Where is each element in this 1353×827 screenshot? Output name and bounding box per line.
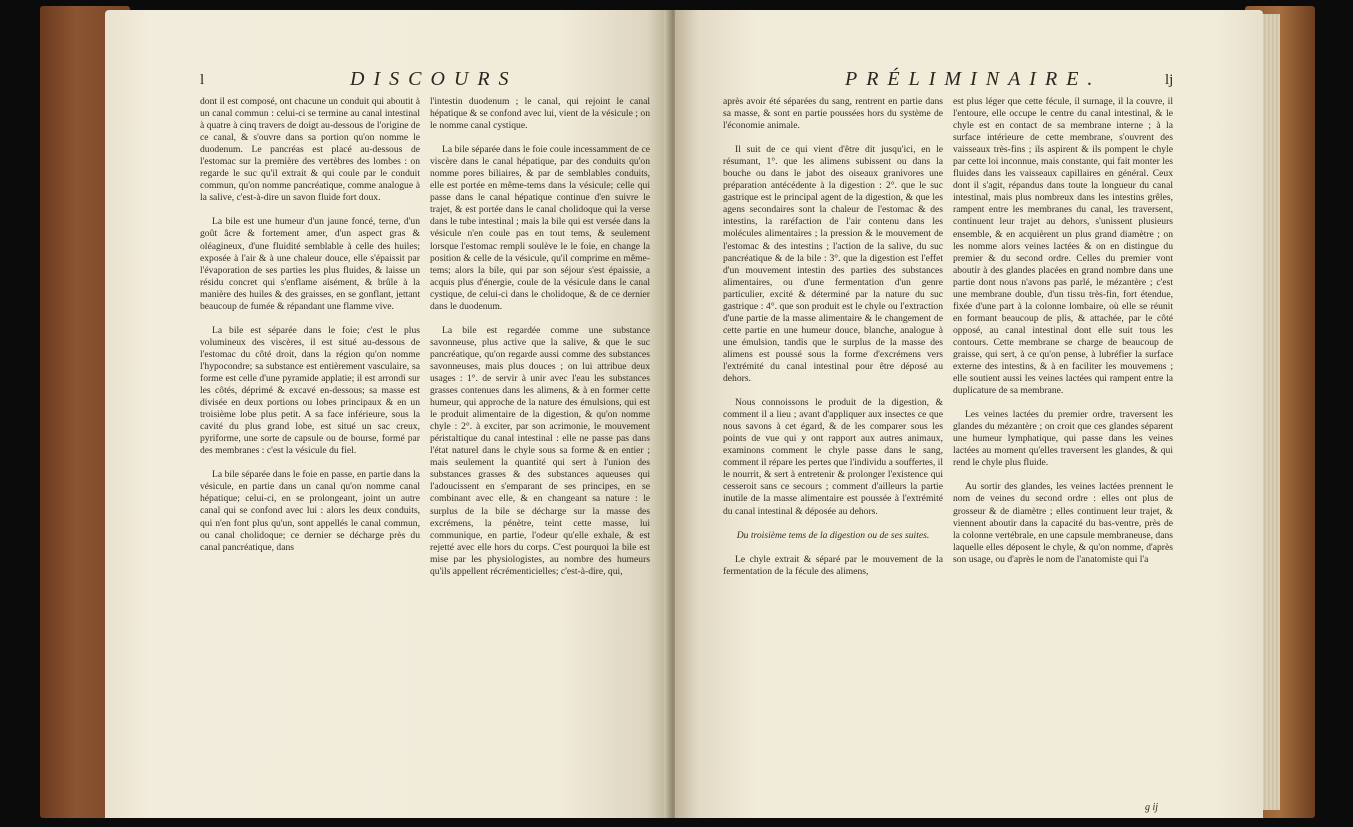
paragraph: dont il est composé, ont chacune un conduit qui aboutit à un canal commun : celui-ci se termine au canal intestinal à quatre à cinq travers de doigt au-dessous de l'origine de ce canal, & s'ouvre dans sa portion qu'on nomme le duodenum. Le pancréas est placé au-dessous de l'estomac sur la première des vertèbres des lombes : on regarde le suc qu'il extrait & qui coule par le conduit commun, qu'on nomme pancréatique, comme analogue à la salive, c'est-à-dire un savon fluide fort doux. xyxy=(200,96,420,204)
page-number: l xyxy=(200,72,205,88)
section-heading: Du troisième tems de la digestion ou de ses suites. xyxy=(736,529,930,541)
paragraph: Il suit de ce qui vient d'être dit jusqu'ici, en le résumant, 1°. que les alimens subissent ou dans la bouche ou dans le jabot des oiseaux granivores une préparation antécédente à la digestion : 2°. que le suc gastrique est le principal agent de la digestion, & que les agens secondaires sont la chaleur de l'estomac & des intestins, la raréfaction de l'air contenu dans les molécules alimentaires ; la pression & le mouvement de l'estomac & des intestins ; l'action de la salive, du suc pancréatique & de la bile : 3°. que la digestion est l'effet d'un mouvement intestin des parties des substances alimentaires, ou d'une fermentation d'un genre particulier, excité & déterminé par la nature du suc gastrique : 4°. que son produit est le chyle ou l'extraction d'une partie de la masse alimentaire & le changement de cette partie en une humeur douce, blanche, analogue à une émulsion, tandis que le surplus de la masse des alimens est poussé sous la forme d'excrémens vers l'extrémité du canal intestinal pour être déposé au dehors. xyxy=(723,144,943,385)
text-column-2 xyxy=(953,96,1173,578)
text-column-1 xyxy=(723,96,943,590)
paragraph: Les veines lactées du premier ordre, traversent les glandes du mézantère ; on croit que ces glandes séparent une humeur lymphatique, qui passe dans les veines lactées au moment qu'elles traversent les glandes, & qui rend le chyle plus fluide. xyxy=(953,409,1173,469)
paragraph: Le chyle extrait & séparé par le mouvement de la fermentation de la fécule des alimens, xyxy=(723,553,943,577)
running-head: DISCOURS xyxy=(350,68,518,90)
paragraph: est plus léger que cette fécule, il surnage, il la couvre, il l'entoure, elle occupe le centre du canal intestinal, & le chyle est en contact de sa membrane interne ; à la surface intérieure de cette membrane, s'ouvrent des vaisseaux très-fins ; ils aspirent & ils pompent le chyle par cette loi inconnue, mais constante, qui fait monter les fluides dans les vaisseaux capillaires en général. Ceux dont il s'agit, répandus dans toute la longueur du canal intestinal, mais plus nombreux dans les intestins grêles, rampent entre les membranes du canal, les traversent, continuent leur trajet au dehors, s'unissent plusieurs ensemble, & en acquièrent un plus grand diamètre ; on les nomme alors veines lactées & on en distingue du premier & du second ordre. Celles du premier vont aboutir à des glandes placées en grand nombre dans une partie dont nous n'avons pas parlé, le mézantère ; c'est une membrane double, d'un tissu très-fin, fort étendue, fixée d'une part à la colonne lombaire, où elle se réunit en formant beaucoup de plis, & attachée, par le côté opposé, au canal intestinal dont elle suit tous les contours. Cette membrane se charge de beaucoup de graisse, qui sert, à ce qu'on pense, à lubréfier la surface externe des intestins, & à en faciliter les mouvemens ; elle soutient aussi les veines lactées qui rampent entre la duplicature de sa membrane. xyxy=(953,96,1173,397)
text-column-2 xyxy=(430,96,650,590)
text-column-1 xyxy=(200,96,420,566)
signature-mark: g ij xyxy=(1145,802,1159,813)
paragraph: après avoir été séparées du sang, rentrent en partie dans sa masse, & sont en partie poussées hors du système de l'économie animale. xyxy=(723,96,943,132)
paragraph: l'intestin duodenum ; le canal, qui rejoint le canal hépatique & se confond avec lui, vient de la vésicule ; on le nomme canal cystique. xyxy=(430,96,650,132)
running-head: PRÉLIMINAIRE. xyxy=(845,68,1102,90)
page-number: lj xyxy=(1165,72,1174,88)
left-page xyxy=(105,10,670,818)
paragraph: La bile est regardée comme une substance savonneuse, plus active que la salive, & que le suc pancréatique, qu'on regarde aussi comme des substances savonneuses, mais plus douces ; on lui attribue deux usages : 1°. de servir à unir avec l'eau les substances grasses contenues dans les alimens, & à en former cette humeur, qui approche de la nature des émulsions, qui est le produit alimentaire de la digestion, & qu'on nomme chyle : 2°. à exciter, par son acrimonie, le mouvement péristaltique du canal intestinal : elle ne passe pas dans l'état naturel dans le chyle sous sa forme & en entier ; mais seulement la quantité qui sert à l'union des substances grasses & des substances aqueuses qui l'adoucissent en s'emparant de ses principes, en se combinant avec elle, & en changeant sa nature : le surplus de la bile se décharge sur la masse des excrémens, la pénètre, teint cette masse, lui communique, en partie, l'odeur qu'elle exhale, & est rejetté avec elle hors du corps. C'est pourquoi la bile est mise par les physiologistes, au nombre des humeurs qu'ils appellent récrémenticielles; c'est-à-dire, qui, xyxy=(430,324,650,577)
paragraph: La bile est séparée dans le foie; c'est le plus volumineux des viscères, il est situé au-dessous de l'estomac du côté droit, dans la région qu'on nomme l'hypocondre; sa substance est entièrement vasculaire, sa forme est celle d'une pyramide applatie; il est arrondi sur les côtés, déprimé & excavé en-dessous; sa masse est divisée en deux portions ou lobes principaux & en un troisième lobe plus petit. A sa face inférieure, sous la cavité du plus grand lobe, est situé un sac creux, pyriforme, une sorte de capsule ou de bourse, formé par des membranes : c'est la vésicule du fiel. xyxy=(200,324,420,457)
paragraph: Nous connoissons le produit de la digestion, & comment il a lieu ; avant d'appliquer aux insectes ce que nous savons à cet égard, & de les comparer sous les points de vue qui y ont rapport aux autres animaux, examinons comment le chyle passe dans le sang, comment il répare les pertes que l'individu a souffertes, il le nourrit, & sert à entretenir & prolonger l'existence qui cesseroit sans ce secours ; comment d'ailleurs la partie inutile de la masse alimentaire est poussée à l'extrémité du canal intestinal & déposée au dehors. xyxy=(723,397,944,517)
paragraph: La bile est une humeur d'un jaune foncé, terne, d'un goût âcre & fortement amer, d'un aspect gras & oléagineux, d'une fluidité semblable à celle des huiles; exposée à l'air & à une chaleur douce, elle s'épaissit par l'évaporation de ses parties les plus fluides, & laisse un résidu concret qui s'enflame aisément, & brûle à la manière des huiles & des graisses, en se gonflant, jettant beaucoup de fumée & répandant une flamme vive. xyxy=(200,216,420,312)
right-page xyxy=(675,10,1263,818)
paragraph: La bile séparée dans le foie coule incessamment de ce viscère dans le canal hépatique, par des conduits qu'on nomme pores biliaires, & par de semblables conduits, elle est portée en même-tems dans la vésicule; celle qui passe dans le canal hépatique continue d'en suivre le trajet, & est portée dans le canal cholidoque qui la verse dans le tube intestinal ; mais la bile qui est versée dans la vésicule n'en coule pas en tout tems, & seulement lorsque l'estomac rempli soulève le le foie, en change la position & celle de la vésicule, qu'il comprime en même-tems; alors la bile, qui par son séjour s'est épaissie, a acquis plus d'énergie, coule de la vésicule dans le canal cystique, de celui-ci dans le cholidoque, & de ce dernier dans le duodenum. xyxy=(430,144,650,312)
paragraph: Au sortir des glandes, les veines lactées prennent le nom de veines du second ordre : elles ont plus de grosseur & de diamètre ; elles continuent leur trajet, & viennent aboutir dans la capacité du bas-ventre, près de la colonne vertébrale, en une capsule membraneuse, dans laquelle elles déposent le chyle, & qu'on nomme, d'après son usage, ou d'après le nom de l'anatomiste qui l'a xyxy=(953,481,1173,565)
paragraph: La bile séparée dans le foie en passe, en partie dans la vésicule, en partie dans un canal qu'on nomme canal hépatique; celui-ci, en se prolongeant, joint un autre canal qui se confond avec lui : alors les deux conduits, qui n'en font plus qu'un, sont appellés le canal commun, ou canal cholidoque; ce dernier se décharge près du canal pancréatique, dans xyxy=(200,469,420,553)
